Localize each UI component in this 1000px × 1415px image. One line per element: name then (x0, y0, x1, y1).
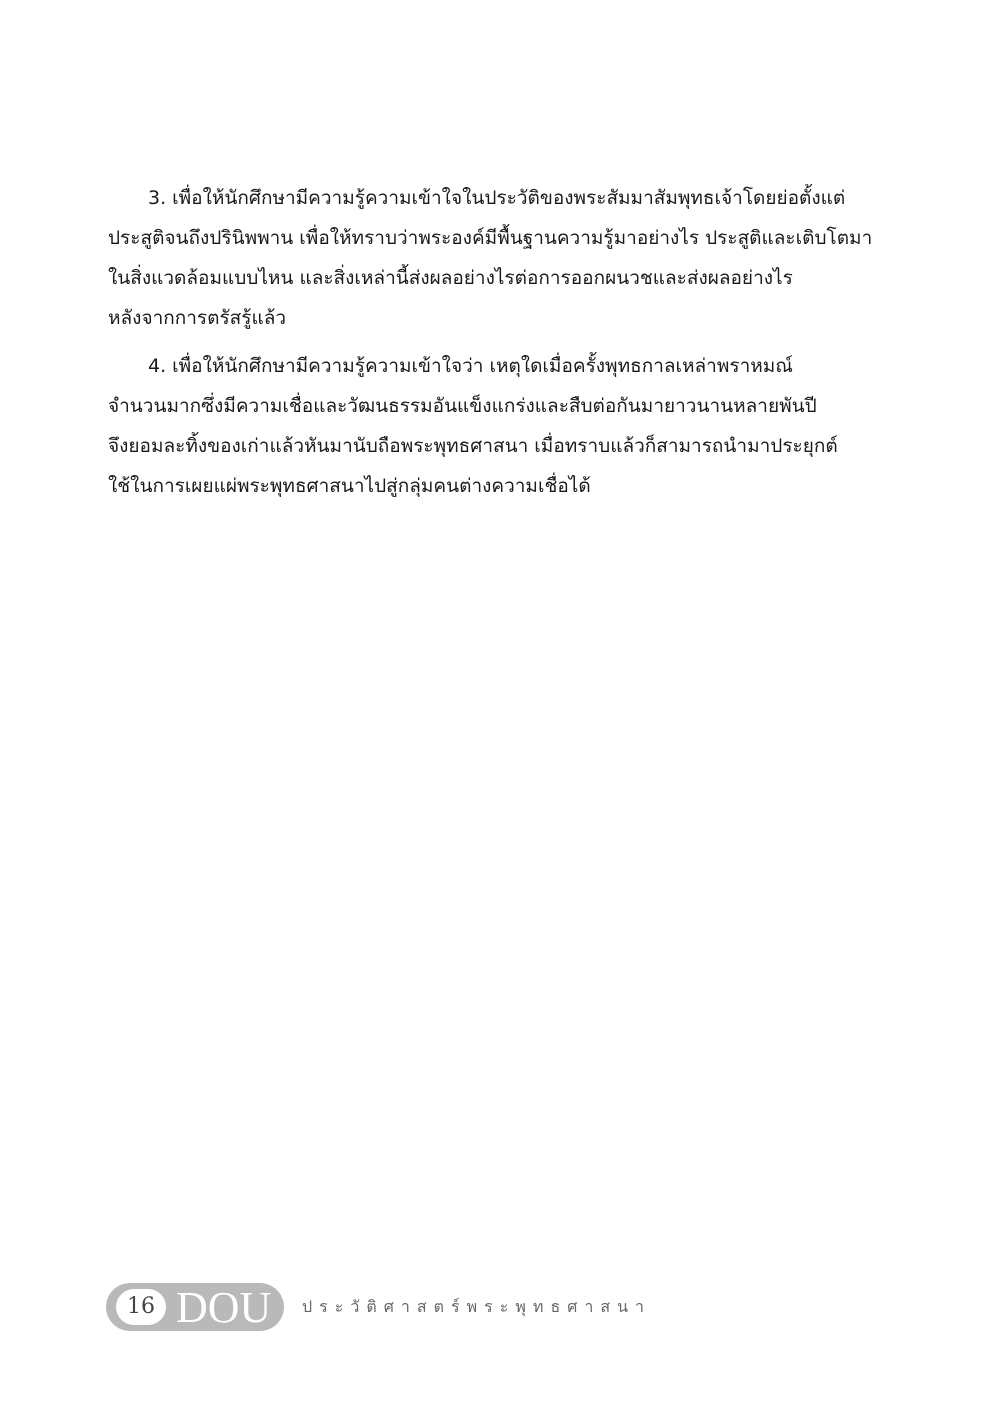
text-line: จึงยอมละทิ้งของเก่าแล้วหันมานับถือพระพุทธศาสนา เมื่อทราบแล้วก็สามารถนำมาประยุกต์ (108, 435, 838, 457)
dou-logo: DOU (176, 1283, 272, 1332)
page-footer (106, 1283, 651, 1331)
paragraph-objective-3 (108, 178, 888, 338)
page-number: 16 (116, 1289, 166, 1325)
book-title: ประวัติศาสตร์พระพุทธศาสนา (302, 1296, 652, 1316)
text-line: จำนวนมากซึ่งมีความเชื่อและวัฒนธรรมอันแข็งแกร่งและสืบต่อกันมายาวนานหลายพันปี (108, 395, 817, 417)
footer-badge (106, 1283, 284, 1331)
text-line: ประสูติจนถึงปรินิพพาน เพื่อให้ทราบว่าพระองค์มีพื้นฐานความรู้มาอย่างไร ประสูติและเติบโตมา (108, 227, 873, 249)
text-line: หลังจากการตรัสรู้แล้ว (108, 307, 287, 329)
paragraph-objective-4 (108, 346, 888, 506)
document-body (108, 178, 888, 506)
text-line: ใช้ในการเผยแผ่พระพุทธศาสนาไปสู่กลุ่มคนต่างความเชื่อได้ (108, 475, 591, 497)
paragraph-gap (108, 338, 888, 346)
text-line: 3. เพื่อให้นักศึกษามีความรู้ความเข้าใจในประวัติของพระสัมมาสัมพุทธเจ้าโดยย่อตั้งแต่ (148, 187, 846, 209)
text-line: 4. เพื่อให้นักศึกษามีความรู้ความเข้าใจว่า เหตุใดเมื่อครั้งพุทธกาลเหล่าพราหมณ์ (148, 355, 793, 377)
text-line: ในสิ่งแวดล้อมแบบไหน และสิ่งเหล่านี้ส่งผลอย่างไรต่อการออกผนวชและส่งผลอย่างไร (108, 267, 793, 289)
